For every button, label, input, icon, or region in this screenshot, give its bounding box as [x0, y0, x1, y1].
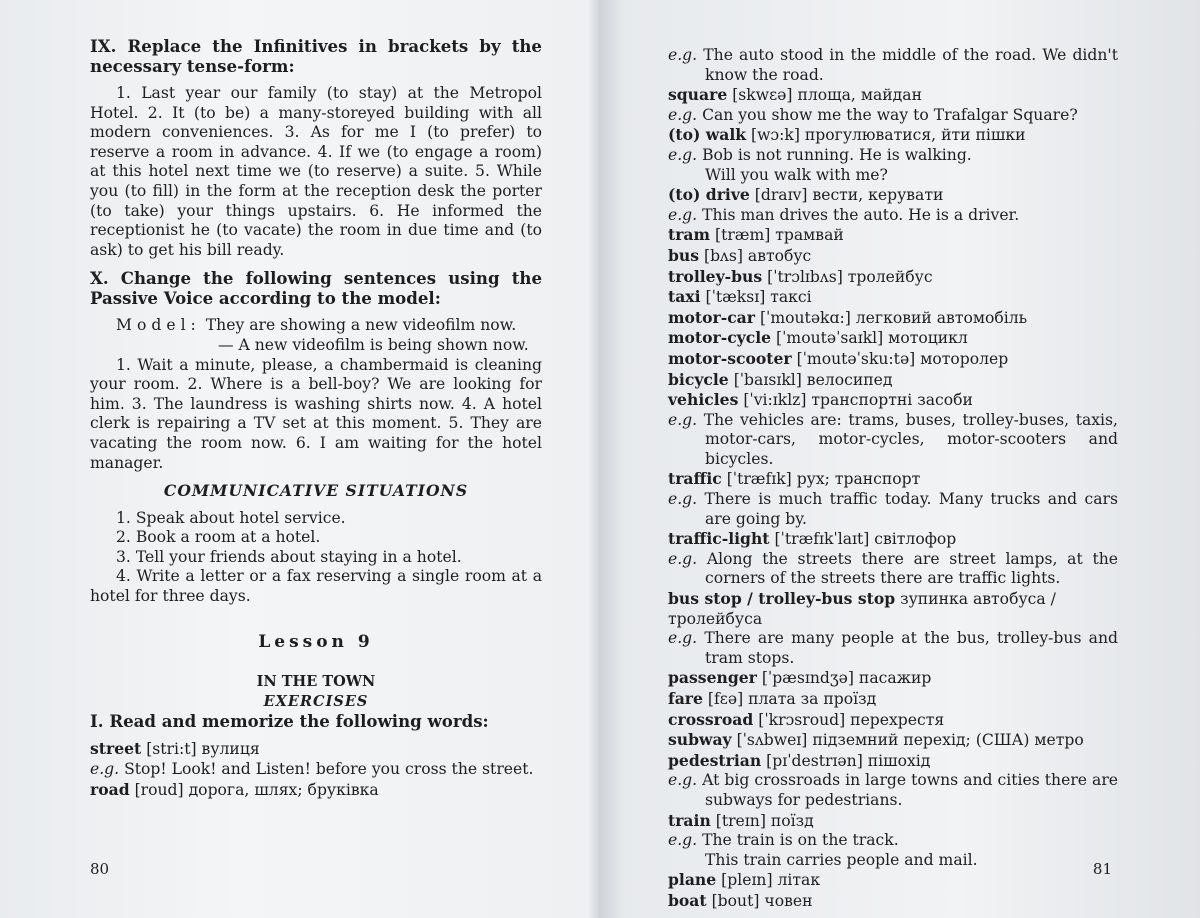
vocab-fare	[668, 689, 1118, 710]
vocab-definition: [ˈmoutəˈsku:tə] моторолер	[791, 349, 1009, 368]
model-line-2: — A new videofilm is being shown now.	[218, 335, 529, 354]
vocab-drive	[668, 185, 1118, 206]
vocab-traffic	[668, 469, 1118, 490]
eg-label: e.g.	[668, 549, 698, 568]
vocab-definition: [ˈsʌbweɪ] підземний перехід; (США) метро	[731, 731, 1084, 750]
example-text: There is much traffic today. Many trucks and cars are going by.	[697, 490, 1118, 528]
vocab-square	[668, 85, 1118, 106]
eg-label: e.g.	[668, 771, 698, 790]
vocab-word: crossroad	[668, 709, 754, 729]
example-text: The auto stood in the middle of the road. We didn't know the road.	[697, 46, 1118, 84]
exercise-9-text: 1. Last year our family (to stay) at the Metropol Hotel. 2. It (to be) a many-storeyed building with all modern conveniences. 3. As for me I (to prefer) to reserve a room in advance. 4. If we (to engage a room) at this hotel next time we (to reserve) a suite. 5. While you (to fill) in the form at the reception desk the porter (to take) your things upstairs. 6. He informed the receptionist he (to vacate) the room in due time and (to ask) to get his bill ready.	[90, 84, 542, 259]
vocab-trolley-bus	[668, 267, 1118, 288]
example-drive	[668, 206, 1118, 226]
vocab-train	[668, 811, 1118, 832]
vocab-word: motor-cycle	[668, 328, 772, 348]
example-text: The train is on the track.	[697, 831, 899, 850]
vocab-street	[90, 739, 542, 760]
vocab-definition: [ˈtræfɪkˈlaɪt] світлофор	[769, 530, 957, 549]
vocab-word: motor-scooter	[668, 348, 792, 368]
vocab-crossroad	[668, 710, 1118, 731]
vocab-word: road	[90, 779, 130, 799]
vocab-definition: [stri:t] вулиця	[141, 740, 260, 759]
eg-label: e.g.	[668, 105, 698, 124]
vocab-word: vehicles	[668, 390, 739, 410]
left-column	[90, 36, 542, 800]
vocab-word: traffic-light	[668, 529, 770, 549]
eg-label: e.g.	[668, 629, 698, 648]
vocab-definition: [treɪn] поїзд	[710, 811, 814, 830]
vocab-motor-car	[668, 308, 1118, 329]
vocab-definition: [bout] човен	[706, 891, 813, 910]
page-number-right: 81	[1092, 860, 1112, 878]
model-text-1: They are showing a new videofilm now.	[205, 316, 517, 335]
model-line-1	[90, 316, 542, 336]
example-text: The vehicles are: trams, buses, trolley-buses, taxis, motor-cars, motor-cycles, motor-scooters and bicycles.	[697, 410, 1118, 468]
example-text: There are many people at the bus, trolley-bus and tram stops.	[697, 629, 1118, 667]
vocab-definition: [roud] дорога, шлях; бруківка	[129, 780, 379, 799]
vocab-definition: [bʌs] автобус	[699, 246, 812, 265]
vocab-definition: [fɛə] плата за проїзд	[702, 690, 877, 708]
vocab-word: street	[90, 739, 142, 759]
right-column	[668, 46, 1118, 912]
eg-label: e.g.	[668, 410, 698, 429]
vocab-definition: [draɪv] вести, керувати	[749, 186, 944, 205]
comm-item-3: 3. Tell your friends about staying in a hotel.	[116, 547, 462, 566]
example-text: Bob is not running. He is walking.	[697, 145, 972, 164]
exercise-9-heading: IX. Replace the Infinitives in brackets by the necessary tense-form:	[90, 36, 542, 76]
vocab-boat	[668, 891, 1118, 912]
exercise-1-heading: I. Read and memorize the following words:	[90, 711, 489, 732]
example-text: Stop! Look! and Listen! before you cross the street.	[119, 760, 534, 779]
vocab-tram	[668, 225, 1118, 246]
vocab-definition: [træm] трамвай	[710, 226, 844, 245]
example-train-1	[668, 831, 1118, 851]
example-walk-1	[668, 146, 1118, 166]
vocab-plane	[668, 870, 1118, 891]
right-page	[602, 0, 1200, 918]
vocab-definition: [ˈkrɔsroud] перехрестя	[753, 710, 945, 729]
vocab-definition: [skwɛə] площа, майдан	[727, 86, 922, 105]
vocab-word: plane	[668, 870, 717, 890]
vocab-vehicles	[668, 390, 1118, 411]
exercise-10-heading: X. Change the following sentences using the Passive Voice according to the model:	[90, 268, 542, 309]
vocab-bus-stop	[668, 589, 1118, 629]
vocab-word: bus stop / trolley-bus stop	[668, 589, 896, 609]
lesson-title: IN THE TOWN	[256, 673, 376, 691]
vocab-motor-scooter	[668, 349, 1118, 370]
vocab-word: bicycle	[668, 369, 729, 389]
vocab-definition: [wɔ:k] прогулюватися, йти пішки	[746, 126, 1026, 145]
example-bus-stop	[668, 629, 1118, 668]
vocab-bicycle	[668, 370, 1118, 391]
vocab-taxi	[668, 287, 1118, 308]
communicative-situations-heading: COMMUNICATIVE SITUATIONS	[163, 481, 469, 501]
vocab-bus	[668, 246, 1118, 267]
eg-label: e.g.	[668, 145, 698, 164]
vocab-word: bus	[668, 245, 700, 265]
vocab-pedestrian	[668, 751, 1118, 772]
lesson-label: Lesson 9	[258, 631, 374, 652]
example-text: This man drives the auto. He is a driver.	[697, 205, 1020, 224]
example-text: Along the streets there are street lamps, at the corners of the streets there are traffic lights.	[697, 549, 1118, 588]
example-pedestrian	[668, 771, 1118, 810]
vocab-word: traffic	[668, 469, 722, 489]
eg-label: e.g.	[668, 831, 698, 850]
vocab-definition: зупинка автобуса / тролейбуса	[668, 590, 1056, 628]
vocab-word: fare	[668, 689, 703, 708]
vocab-definition: [pɪˈdestrɪən] пішохід	[761, 751, 931, 770]
example-vehicles	[668, 411, 1118, 470]
page-number-left: 80	[90, 860, 110, 878]
vocab-passenger	[668, 668, 1118, 689]
vocab-definition: [ˈtræfɪk] рух; транспорт	[721, 470, 921, 489]
example-street	[90, 760, 542, 780]
example-auto	[668, 46, 1118, 85]
exercise-10-text: 1. Wait a minute, please, a chambermaid is cleaning your room. 2. Where is a bell-boy? We are looking for him. 3. The laundress is washing shirts now. 4. A hotel clerk is repairing a TV set at this moment. 5. They are vacating the room now. 6. I am waiting for the hotel manager.	[90, 355, 542, 472]
vocab-word: boat	[668, 890, 707, 910]
example-train-2: This train carries people and mail.	[705, 850, 978, 869]
left-page	[0, 0, 598, 918]
vocab-definition: [ˈtæksɪ] таксі	[700, 288, 812, 307]
exercises-label: EXERCISES	[263, 692, 369, 710]
eg-label: e.g.	[90, 760, 120, 779]
comm-item-1: 1. Speak about hotel service.	[116, 508, 346, 527]
vocab-definition: [ˈmoutəˈsaɪkl] мотоцикл	[771, 329, 968, 348]
example-traffic	[668, 490, 1118, 529]
vocab-word: pedestrian	[668, 750, 762, 770]
vocab-traffic-light	[668, 529, 1118, 550]
vocab-word: taxi	[668, 287, 701, 307]
example-traffic-light	[668, 550, 1118, 589]
model-label: Model:	[116, 316, 201, 335]
vocab-word: tram	[668, 225, 711, 245]
eg-label: e.g.	[668, 490, 698, 509]
vocab-word: (to) drive	[668, 185, 750, 205]
vocab-road	[90, 780, 542, 801]
vocab-definition: [ˈmoutəkɑ:] легковий автомобіль	[755, 308, 1028, 327]
vocab-word: subway	[668, 730, 732, 750]
vocab-word: passenger	[668, 668, 757, 688]
example-text: At big crossroads in large towns and cities there are subways for pedestrians.	[697, 771, 1118, 809]
vocab-word: motor-car	[668, 307, 756, 327]
vocab-definition: [ˈpæsɪndʒə] пасажир	[756, 669, 932, 688]
comm-item-2: 2. Book a room at a hotel.	[116, 528, 321, 547]
vocab-word: (to) walk	[668, 125, 747, 145]
example-walk-2: Will you walk with me?	[705, 165, 888, 184]
example-square	[668, 106, 1118, 126]
vocab-word: train	[668, 810, 711, 830]
vocab-motor-cycle	[668, 328, 1118, 349]
vocab-definition: [pleɪn] літак	[716, 871, 821, 890]
comm-item-4: 4. Write a letter or a fax reserving a single room at a hotel for three days.	[90, 567, 542, 606]
vocab-definition: [ˈtrɔlɪbʌs] тролейбус	[762, 267, 933, 286]
vocab-walk	[668, 125, 1118, 146]
vocab-word: trolley-bus	[668, 266, 763, 286]
example-text: Can you show me the way to Trafalgar Square?	[697, 105, 1078, 124]
eg-label: e.g.	[668, 205, 698, 224]
vocab-definition: [ˈvi:ɪklz] транспортні засоби	[738, 391, 973, 410]
vocab-definition: [ˈbaɪsɪkl] велосипед	[728, 370, 893, 389]
vocab-word: square	[668, 85, 728, 105]
eg-label: e.g.	[668, 46, 698, 64]
vocab-subway	[668, 730, 1118, 751]
